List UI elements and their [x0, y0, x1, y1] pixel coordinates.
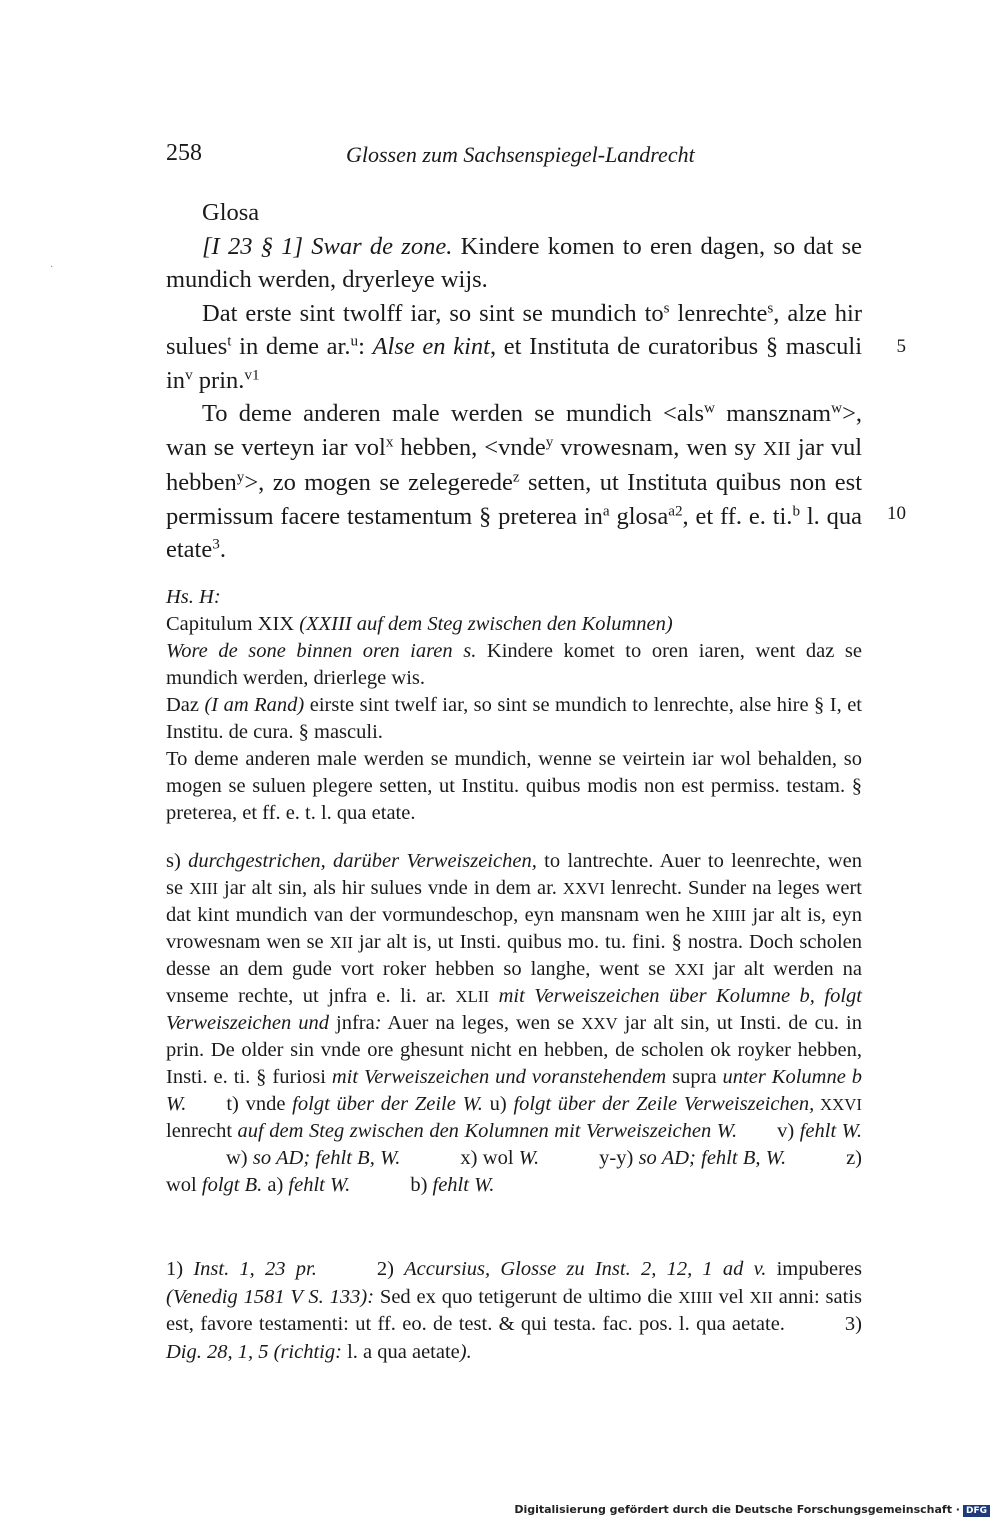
source-footnotes — [166, 1256, 862, 1366]
apparatus-note-v: v) — [777, 1120, 800, 1142]
footnotes-text: 1) Inst. 1, 23 pr. 2) Accursius, Glosse zu Inst. 2, 12, 1 ad v. impuberes (Venedig 1581 V S. 133): Sed ex quo tetigerunt de ultimo die XIIII vel XII anni: satis est, favore testamenti: ut ff. eo. de test. & qui testa. fac. pos. l. qua aetate. 3) Dig. 28, 1, 5 (richtig: l. a qua aetate). — [166, 1258, 863, 1363]
line-number-10: 10 — [887, 503, 906, 524]
digitization-credit — [514, 1503, 990, 1517]
apparatus-note-a: a) — [267, 1174, 289, 1196]
glosa-heading: Glosa — [202, 199, 260, 226]
apparatus-note-w: w) — [226, 1147, 253, 1169]
glosa-paragraph-1: [I 23 § 1] Swar de zone. Kindere komen to eren dagen, so dat se mundich werden, dryerleye wijs. — [166, 232, 862, 293]
glosa-paragraph-3: To deme anderen male werden se mundich <als$^w$ mansznam$^w$>, wan se verteyn iar vol$^x$ hebben, <vnde$^y$ vrowesnam, wen sy XII jar vul hebben$^y$>, zo mogen se zelegerede$^z$ setten, ut Instituta quibus non est permissum facere testamentum § preterea $in^a$ glosa$^{a2}$, et ff. e. ti.$^b$ l. qua etate$^3$. 10 — [166, 399, 906, 563]
manuscript-line-1: Wore de sone binnen oren iaren s. Kindere komet to oren iaren, went daz se mundich werden, drierlege wis. — [166, 640, 862, 689]
dfg-logo: DFG — [963, 1505, 990, 1517]
apparatus-note-x: x) wol — [460, 1147, 519, 1169]
section-reference: [I 23 § 1] — [202, 232, 304, 260]
stray-mark: · — [50, 262, 54, 273]
credit-text: Digitalisierung gefördert durch die Deutsche Forschungsgemeinschaft · — [514, 1503, 960, 1516]
manuscript-line-2: Daz (I am Rand) eirste sint twelf iar, so sint se mundich to lenrechte, alse hire § I, et Institu. de cura. § masculi. — [166, 694, 862, 743]
footnote-2: 2) — [376, 1258, 405, 1280]
glosa-paragraph-2: Dat erste sint twolff iar, so sint se mundich $to^s$ lenrechte$^s$, alze hir sulues$^t$ in deme ar.$^u$: Alse en kint, et Instituta de curatoribus § masculi $in^v$ prin.$^{v1}$ 5 — [166, 299, 906, 394]
line-number-5: 5 — [896, 335, 906, 357]
footnote-1: 1) — [166, 1258, 194, 1280]
manuscript-label: Hs. H: — [166, 586, 221, 608]
running-title: Glossen zum Sachsenspiegel-Landrecht — [346, 142, 695, 167]
lemma: Swar de zone. — [311, 232, 453, 260]
apparatus-note-t: t) vnde — [226, 1093, 293, 1115]
page-header — [166, 140, 862, 180]
critical-apparatus — [166, 848, 862, 1199]
footnote-3: 3) — [844, 1313, 862, 1335]
apparatus-note-y: y-y) — [599, 1147, 639, 1169]
manuscript-chapter: Capitulum XIX (XXIII auf dem Steg zwischen den Kolumnen) — [166, 613, 673, 635]
manuscript-line-3: To deme anderen male werden se mundich, wenne se veirtein iar wol behalden, so mogen se suluen plegere setten, ut Institu. quibus modis non est permiss. testam. § preterea, et ff. e. t. l. qua etate. — [166, 748, 862, 824]
manuscript-h-section — [166, 584, 862, 827]
apparatus-note-u: u) — [489, 1093, 514, 1115]
apparatus-note-b: b) — [410, 1174, 433, 1196]
apparatus-note-z: z) wol — [166, 1147, 863, 1196]
glosa-text — [166, 196, 906, 567]
page-number: 258 — [166, 140, 202, 166]
apparatus-note-s: s) durchgestrichen, darüber Verweiszeichen, to lantrechte. Auer to leenrechte, wen se XIII jar alt sin, als hir sulues vnde in dem ar. XXVI lenrecht. Sunder na leges wert dat kint mundich van der vormundeschop, eyn mansnam wen he XIIII jar alt is, eyn vrowesnam wen se XII jar alt is, ut Insti. quibus mo. tu. fini. § nostra. Doch scholen desse an dem gude vort roker hebben so langhe, went se XXI jar alt werden na vnseme rechte, ut jnfra e. li. ar. XLII mit Verweiszeichen über Kolumne b, folgt Verweiszeichen und jnfra: Auer na leges, wen se XXV jar alt sin, ut Insti. de cu. in prin. De older sin vnde ore ghesunt nicht en hebben, de scholen ok royker hebben, Insti. e. ti. § furiosi mit Verweiszeichen und voranstehendem supra unter Kolumne b W. t) vnde folgt über der Zeile W. u) folgt über der Zeile Verweiszeichen, XXVI lenrecht auf dem Steg zwischen den Kolumnen mit Verweiszeichen W. v) fehlt W.w) so AD; fehlt B, W. x) wol W. y-y) so AD; fehlt B, W. z) wol folgt B. a) fehlt W. b) fehlt W. — [166, 850, 863, 1196]
